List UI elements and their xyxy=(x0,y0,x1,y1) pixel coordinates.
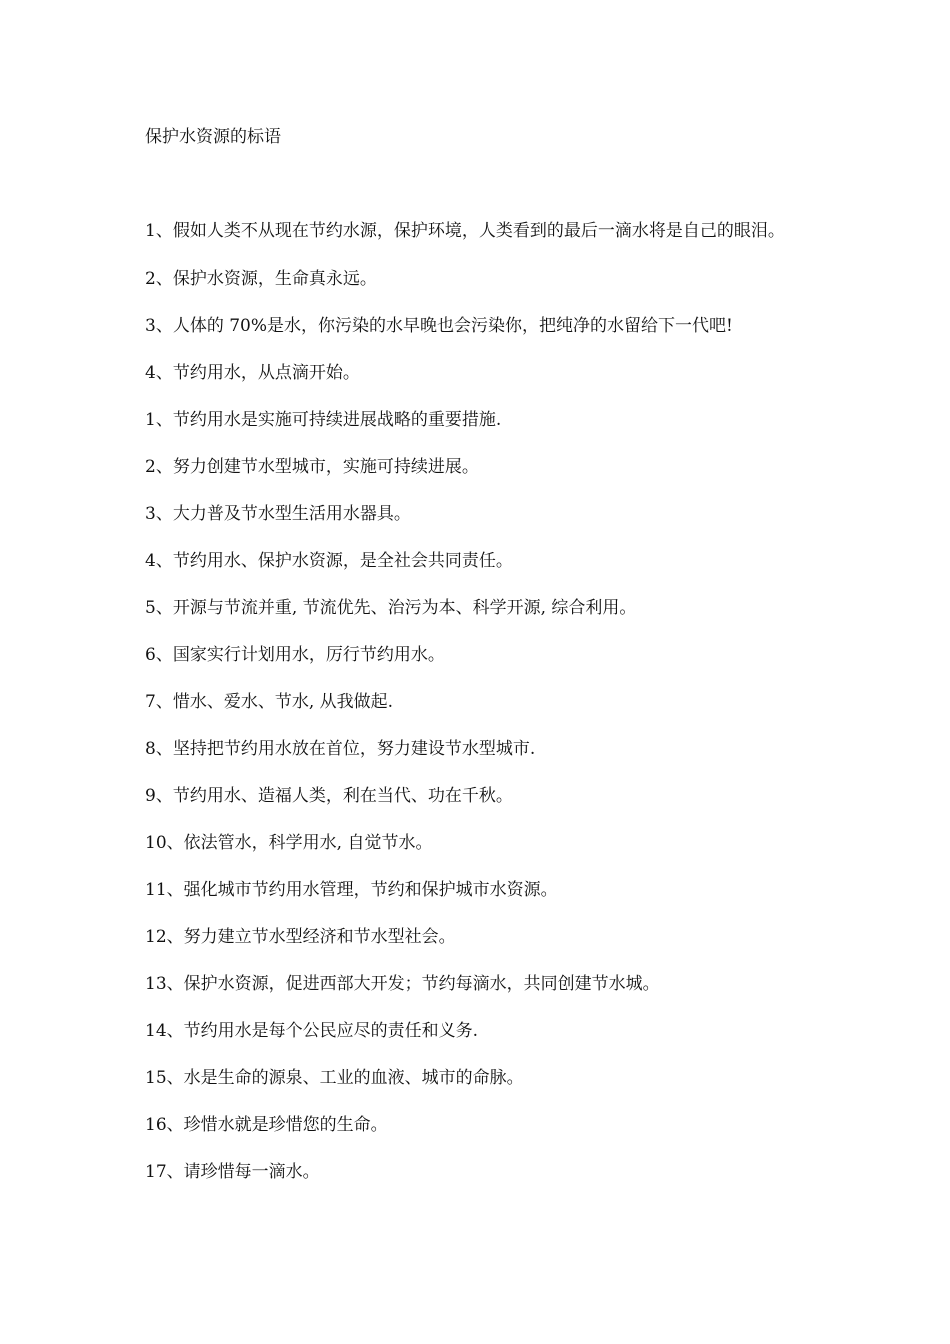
list-item: 8、坚持把节约用水放在首位，努力建设节水型城市. xyxy=(145,739,536,759)
list-item: 4、节约用水、保护水资源，是全社会共同责任。 xyxy=(145,551,513,571)
list-item: 11、强化城市节约用水管理，节约和保护城市水资源。 xyxy=(145,880,558,900)
list-item: 1、节约用水是实施可持续进展战略的重要措施. xyxy=(145,410,502,430)
list-item: 1、假如人类不从现在节约水源，保护环境，人类看到的最后一滴水将是自己的眼泪。 xyxy=(145,221,785,241)
list-item: 14、节约用水是每个公民应尽的责任和义务. xyxy=(145,1021,479,1041)
list-item: 10、依法管水，科学用水, 自觉节水。 xyxy=(145,833,433,853)
list-item: 17、请珍惜每一滴水。 xyxy=(145,1162,320,1182)
slogan-list xyxy=(145,219,810,1207)
list-item: 3、大力普及节水型生活用水器具。 xyxy=(145,504,411,524)
list-item: 15、水是生命的源泉、工业的血液、城市的命脉。 xyxy=(145,1068,524,1088)
list-item: 3、人体的 70%是水，你污染的水早晚也会污染你，把纯净的水留给下一代吧! xyxy=(145,316,733,336)
list-item: 6、国家实行计划用水，厉行节约用水。 xyxy=(145,645,445,665)
list-item: 2、努力创建节水型城市，实施可持续进展。 xyxy=(145,457,479,477)
list-item: 2、保护水资源，生命真永远。 xyxy=(145,269,377,289)
list-item: 5、开源与节流并重, 节流优先、治污为本、科学开源, 综合利用。 xyxy=(145,598,637,618)
list-item: 12、努力建立节水型经济和节水型社会。 xyxy=(145,927,456,947)
list-item: 7、惜水、爱水、节水, 从我做起. xyxy=(145,692,394,712)
document-title: 保护水资源的标语 xyxy=(145,127,281,147)
list-item: 13、保护水资源，促进西部大开发；节约每滴水，共同创建节水城。 xyxy=(145,974,660,994)
list-item: 16、珍惜水就是珍惜您的生命。 xyxy=(145,1115,388,1135)
list-item: 9、节约用水、造福人类，利在当代、功在千秋。 xyxy=(145,786,513,806)
list-item: 4、节约用水，从点滴开始。 xyxy=(145,363,360,383)
